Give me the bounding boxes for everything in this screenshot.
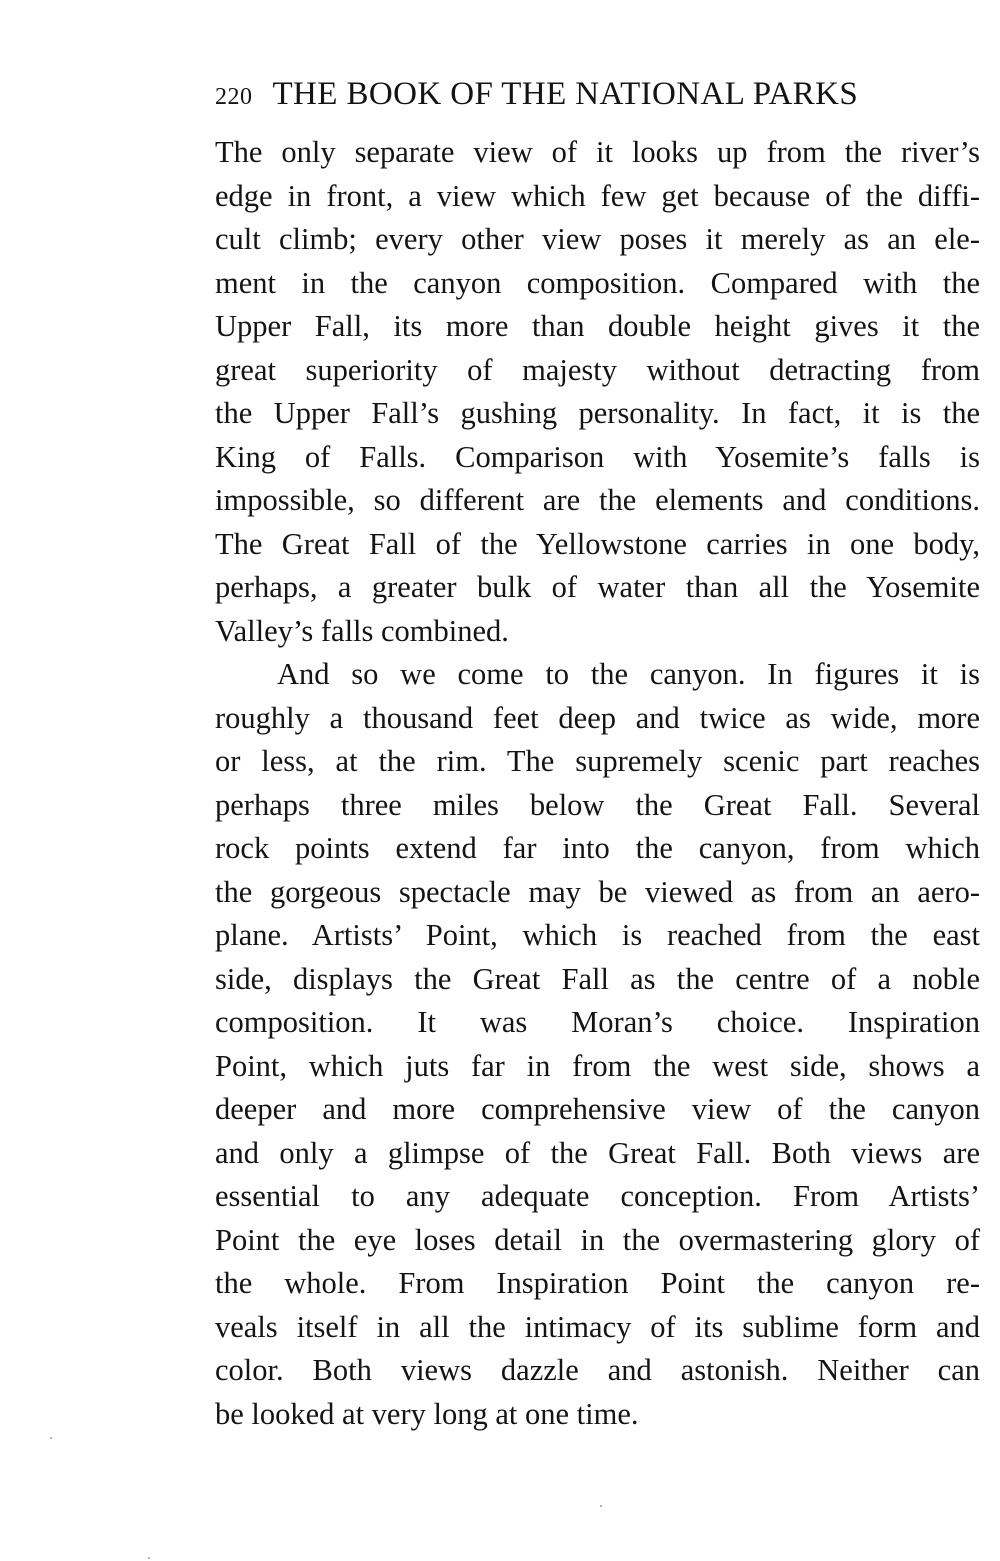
text-line: Valley’s falls combined. [215,613,509,648]
text-line: deeper and more comprehensive view of the canyon [215,1092,980,1126]
page-number: 220 [215,84,253,110]
text-line: impossible, so different are the elements and conditions. [215,483,980,517]
text-line: cult climb; every other view poses it merely as an ele- [215,222,980,256]
scan-speck [600,1505,602,1507]
body-text [215,131,980,1436]
text-line: the whole. From Inspiration Point the canyon re- [215,1266,980,1300]
text-line: great superiority of majesty without detracting from [215,352,980,387]
running-head [215,72,980,116]
text-line: perhaps, a greater bulk of water than all the Yosemite [215,570,980,604]
text-line: composition. It was Moran’s choice. Inspiration [215,1005,980,1039]
book-title: THE BOOK OF THE NATIONAL PARKS [272,76,859,112]
text-line: be looked at very long at one time. [215,1396,639,1431]
text-line: perhaps three miles below the Great Fall. Several [215,787,980,822]
text-line: edge in front, a view which few get because of the diffi- [215,178,980,213]
text-line: The Great Fall of the Yellowstone carries in one body, [215,526,980,561]
text-line: the gorgeous spectacle may be viewed as from an aero- [215,874,980,909]
text-line: Point, which juts far in from the west side, shows a [215,1048,980,1083]
text-line: essential to any adequate conception. From Artists’ [215,1179,980,1213]
text-line: and only a glimpse of the Great Fall. Both views are [215,1135,980,1170]
paragraph-2 [215,653,980,1436]
text-line: rock points extend far into the canyon, from which [215,831,980,865]
text-line: roughly a thousand feet deep and twice as wide, more [215,700,980,735]
text-line: And so we come to the canyon. In figures it is [277,657,980,691]
paragraph-1 [215,131,980,653]
text-line: side, displays the Great Fall as the centre of a noble [215,961,980,996]
text-line: ment in the canyon composition. Compared with the [215,265,980,300]
scan-speck [50,1437,52,1439]
text-line: veals itself in all the intimacy of its sublime form and [215,1309,980,1344]
text-line: the Upper Fall’s gushing personality. In fact, it is the [215,396,980,430]
scan-speck [148,1557,150,1559]
text-line: Upper Fall, its more than double height gives it the [215,309,980,343]
text-line: color. Both views dazzle and astonish. Neither can [215,1353,980,1387]
text-line: plane. Artists’ Point, which is reached from the east [215,918,980,952]
text-line: The only separate view of it looks up from the river’s [215,135,980,169]
text-line: Point the eye loses detail in the overmastering glory of [215,1222,980,1257]
text-line: or less, at the rim. The supremely scenic part reaches [215,744,980,778]
text-line: King of Falls. Comparison with Yosemite’s falls is [215,439,980,474]
